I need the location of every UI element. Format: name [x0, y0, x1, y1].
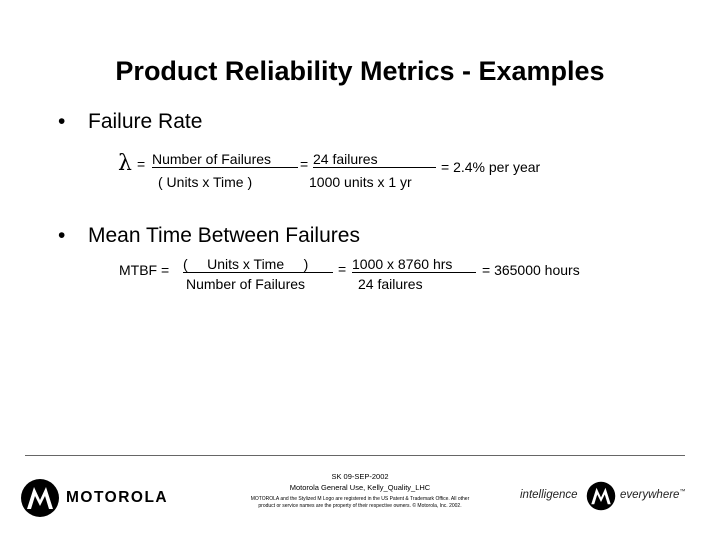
failure-rate-result: = 2.4% per year [441, 159, 541, 175]
mtbf-denominator-2: 24 failures [358, 276, 423, 292]
bullet-marker: • [58, 224, 66, 247]
failure-rate-equals-2: = [300, 156, 309, 172]
mtbf-numerator-2: 1000 x 8760 hrs [352, 257, 476, 273]
brand-wordmark: MOTOROLA [66, 489, 169, 506]
failure-rate-denominator: ( Units x Time ) [158, 174, 253, 190]
failure-rate-numerator-2: 24 failures [313, 152, 436, 168]
footer-legal-2: product or service names are the property of their respective owners. © Motorola, Inc. 2002. [258, 503, 462, 509]
motorola-batwing-icon [20, 478, 60, 518]
footer-classification: Motorola General Use, Kelly_Quality_LHC [289, 483, 431, 492]
tagline-logo [586, 481, 616, 516]
tagline-intelligence: intelligence [520, 489, 578, 501]
lambda-symbol: λ [118, 151, 132, 176]
motorola-batwing-icon [586, 481, 616, 511]
mtbf-denominator: Number of Failures [186, 276, 306, 292]
footer-date: SK 09-SEP-2002 [331, 472, 389, 481]
failure-rate-numerator: Number of Failures [152, 152, 298, 168]
tagline-everywhere: everywhere™ [620, 489, 686, 501]
footer-divider [25, 455, 685, 456]
failure-rate-denominator-2: 1000 units x 1 yr [309, 174, 412, 190]
mtbf-label: MTBF = [119, 262, 170, 278]
bullet-marker: • [58, 110, 66, 133]
page-title: Product Reliability Metrics - Examples [115, 56, 605, 86]
mtbf-heading: Mean Time Between Failures [88, 224, 360, 247]
trademark-mark: ™ [679, 489, 686, 496]
mtbf-numerator: ( Units x Time ) [183, 257, 333, 273]
failure-rate-heading: Failure Rate [88, 110, 203, 133]
motorola-logo [20, 478, 60, 523]
failure-rate-equals: = [137, 156, 146, 172]
mtbf-result: = 365000 hours [482, 262, 580, 278]
footer-legal-1: MOTOROLA and the Stylized M Logo are registered in the US Patent & Trademark Office. All other [250, 496, 470, 502]
bullet-failure-rate [58, 110, 202, 134]
bullet-mtbf [58, 224, 360, 248]
mtbf-equals-2: = [338, 261, 347, 277]
